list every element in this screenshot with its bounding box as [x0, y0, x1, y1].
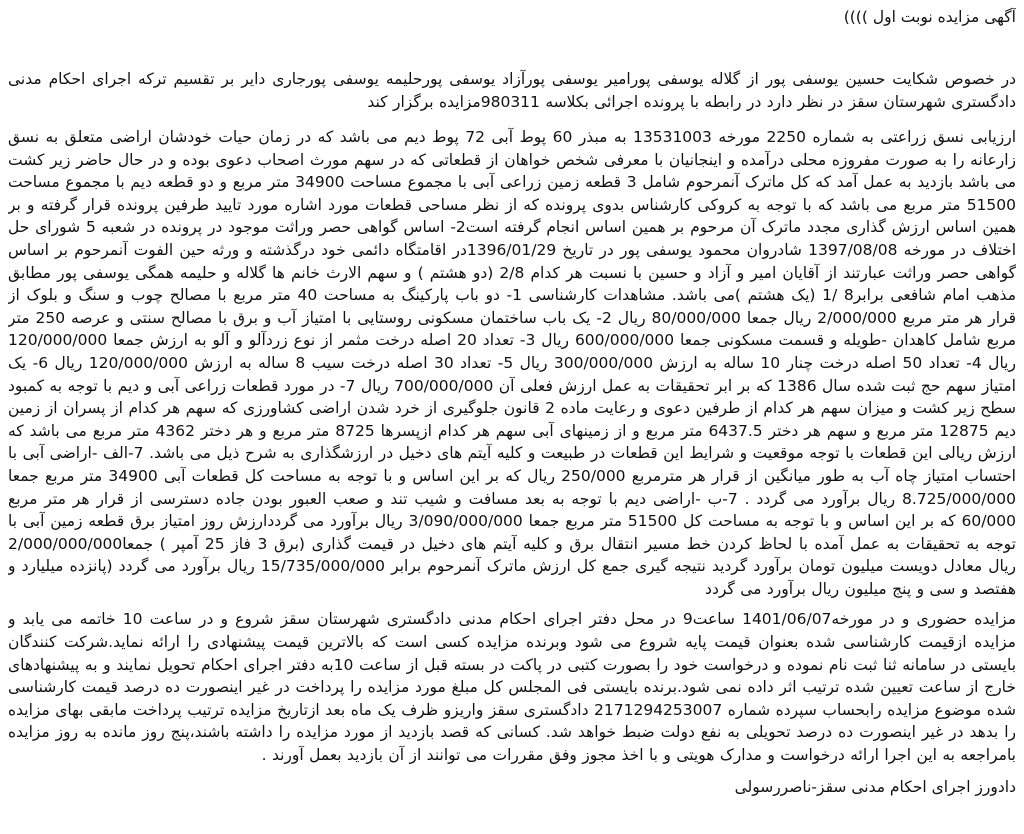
auction-terms-paragraph: مزایده حضوری و در مورخه1401/06/07 ساعت9 در محل دفتر اجرای احکام مدنی دادگستری شهرستان سقز شروع و در ساعت 10 خاتمه می یابد و مزایده ازقیمت کارشناسی شده بعنوان قیمت پایه شروع می شود وبرنده مزایده کسی است که بالاترین قیمت پیشنهادی را ارائه نماید.شرکت کنندگان بایستی در سامانه ثنا ثبت نام نموده و درخواست خود را بصورت کتبی در پاکت در بسته قبل از ساعت 10به دفتر اجرای احکام تحویل نمایند و به پیشنهادهای خارج از ساعت تعیین شده ترتیب اثر داده نمی شود.برنده بایستی فی المجلس کل مبلغ مورد مزایده را پرداخت در غیر اینصورت ده درصد قیمت کارشناسی شده موضوع مزایده رابحساب سپرده شماره 2171294253007 دادگستری سقز واریزو ظرف یک ماه بعد ازتاریخ مزایده ترتیب پرداخت مابقی بهای مزایده را بدهد در غیر اینصورت ده درصد تحویلی به نفع دولت ضبط خواهد شد. کسانی که قصد بازدید از مورد مزایده را داشته باشند،پنج روز مانده به روز مزایده بامراجعه به این اجرا ارائه درخواست و مدارک هویتی و با اخذ مجوز وفق مقررات می توانند از آن بازدید بعمل آورند . — [8, 610, 1016, 765]
valuation-paragraph: ارزیابی نسق زراعتی به شماره 2250 مورخه 13531003 به مبذر 60 پوط آبی 72 پوط دیم می باشد که در زمان حیات خودشان اراضی متعلق به نسق زارعانه را به صورت مفروزه محلی درآمده و اینجانیان با معرفی شخص خواهان از قطعاتی که در سهم مورث اصحاب دعوی بوده و در حال حاضر زیر کشت می باشد بازدید به عمل آمد که کل ماترک آنمرحوم شامل 3 قطعه زمین زراعی آبی با مجموع مساحت 34900 متر مربع و دو قطعه دیم با مجموع مساحت 51500 متر مربع می باشد که با توجه به کروکی کارشناس بدوی پرونده که از نظر مساحی قطعات مورد اشاره مورد تایید طرفین پرونده قرار گرفته و بر همین اساس ارزش گذاری مجدد ماترک آن مرحوم بر همین اساس انجام گرفته است2- اساس گواهی حصر وراثت موجود در پرونده در شعبه 5 شورای حل اختلاف در مورخه 1397/08/08 شادروان محمود یوسفی پور در تاریخ 1396/01/29در اقامتگاه دائمی خود درگذشته و ورثه حین الفوت آنمرحوم بر اساس گواهی حصر وراثت عبارتند از آقایان امیر و آزاد و حسین با نسبت هر کدام 2/8 (دو هشتم ) و سهم الارث خانم ها گلاله و حلیمه همگی یوسفی پور مطابق مذهب امام شافعی برابر8 /1 (یک هشتم )می باشد. مشاهدات کارشناسی 1- دو باب پارکینگ به مساحت 40 متر مربع با مصالح چوب و سنگ و بلوک از قرار هر متر مربع 2/000/000 ریال جمعا 80/000/000 ریال 2- یک باب ساختمان مسکونی روستایی با امتیاز آب و برق با مصالح سنتی و عرصه 250 متر مربع شامل کاهدان -طویله و قسمت مسکونی جمعا 600/000/000 ریال 3- تعداد 20 اصله درخت مثمر از نوع زردآلو و آلو به ارزش جمعا 120/000/000 ریال 4- تعداد 50 اصله درخت چنار 10 ساله به ارزش 300/000/000 ریال 5- تعداد 30 اصله درخت سیب 8 ساله به ارزش 120/000/000 ریال 6- یک امتیاز سهم حج ثبت شده سال 1386 که بر ابر تحقیقات به عمل ارزش فعلی آن 700/000/000 ریال 7- در مورد قطعات زراعی آبی و دیم با توجه به کمبود سطح زیر کشت و میزان سهم هر کدام از طرفین دعوی و رعایت ماده 2 قانون جلوگیری از خرد شدن اراضی کشاورزی که سهم هر کدام از پسران از زمین دیم 12875 متر مربع و سهم هر دختر 6437.5 متر مربع و از زمینهای آبی سهم هر کدام ازپسرها 8725 متر مربع و هر دختر 4362 متر مربع می باشد که ارزش ریالی این قطعات با توجه موقعیت و شرایط این قطعات در طبیعت و کلیه آیتم های دخیل در ارزشگذاری به شرح ذیل می باشد. 7-الف -اراضی آبی با احتساب امتیاز چاه آب به طور میانگین از قرار هر مترمربع 250/000 ریال که بر این اساس و با توجه به مساحت کل قطعات آبی 34900 متر مربع جمعا 8.725/000/000 ریال برآورد می گردد . 7-ب -اراضی دیم با توجه به بعد مسافت و شیب تند و صعب العبور بودن جاده دسترسی از قرار هر متر مربع 60/000 که بر این اساس و با توجه به مساحت کل 51500 متر مربع جمعا 3/090/000/000 ریال برآورد می گرددارزش روز امتیاز برق قطعه زمین آبی با توجه به تحقیقات به عمل آمده با لحاظ کردن خط مسیر انتقال برق و کلیه آیتم های دخیل در قیمت گذاری (برق 3 فاز 25 آمپر ) جمعا2/000/000/000 ریال معادل دویست میلیون تومان برآورد گردید نتیجه گیری جمع کل ارزش ماترک آنمرحوم برابر 15/735/000/000 ریال برآورد می گردد (پانزده میلیارد و هفتصد و سی و پنج میلیون ریال برآورد می گردد — [8, 128, 1016, 598]
notice-title: آگهی مزایده نوبت اول )))) — [843, 8, 1016, 26]
notice-page — [8, 4, 1016, 830]
intro-paragraph: در خصوص شکایت حسین یوسفی پور از گلاله یوسفی پورامیر یوسفی پورآزاد یوسفی پورحلیمه یوسفی پورجاری دایر بر تقسیم ترکه اجرای احکام مدنی دادگستری شهرستان سقز در نظر دارد در رابطه با پرونده اجرائی بکلاسه 980311مزایده برگزار کند — [8, 70, 1016, 111]
signature-line: دادورز اجرای احکام مدنی سقز-ناصررسولی — [734, 777, 1016, 796]
